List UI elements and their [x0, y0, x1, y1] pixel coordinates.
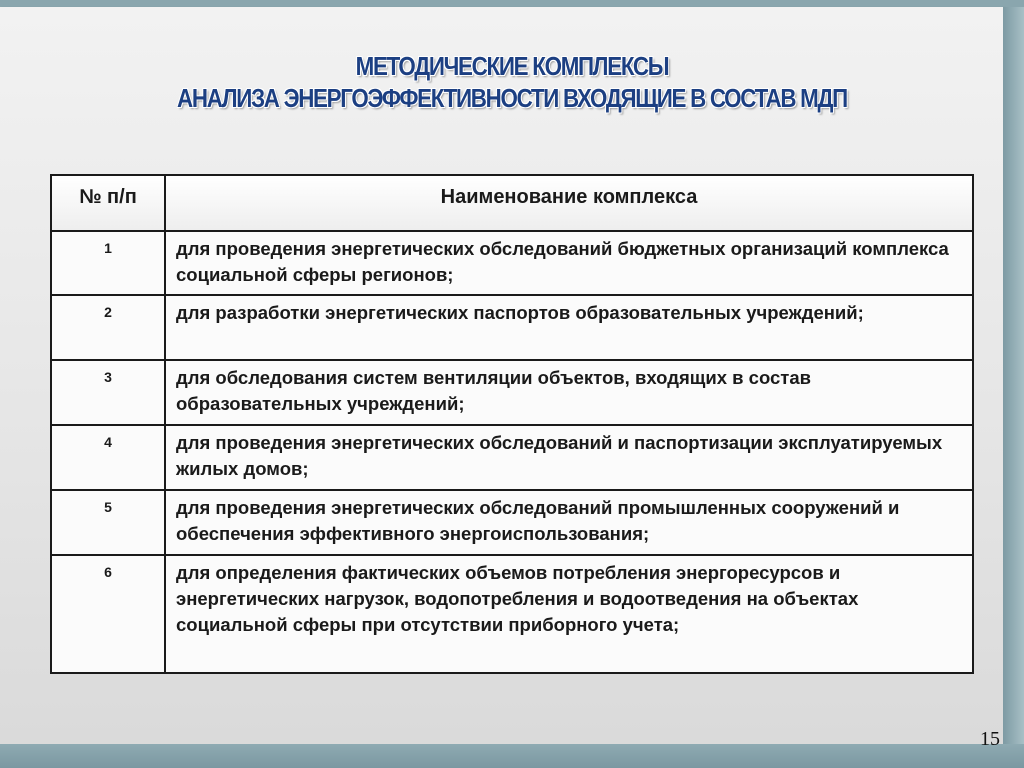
table-row — [51, 231, 973, 295]
row-number: 5 — [51, 490, 165, 555]
frame-top-border — [0, 0, 1024, 7]
table-row — [51, 555, 973, 673]
row-number: 1 — [51, 231, 165, 295]
row-description: для проведения энергетических обследований и паспортизации эксплуатируемых жилых домов; — [165, 425, 973, 490]
table-row — [51, 490, 973, 555]
row-number: 2 — [51, 295, 165, 360]
frame-right-border — [1003, 7, 1024, 768]
column-header-number: № п/п — [51, 175, 165, 231]
table-row — [51, 425, 973, 490]
row-description: для проведения энергетических обследований бюджетных организаций комплекса социальной сферы регионов; — [165, 231, 973, 295]
column-header-name: Наименование комплекса — [165, 175, 973, 231]
slide-title — [72, 50, 953, 114]
slide-title-line-2: АНАЛИЗА ЭНЕРГОЭФФЕКТИВНОСТИ ВХОДЯЩИЕ В СОСТАВ МДП — [177, 83, 847, 113]
row-description: для обследования систем вентиляции объектов, входящих в состав образовательных учреждений; — [165, 360, 973, 425]
row-description: для определения фактических объемов потребления энергоресурсов и энергетических нагрузок, водопотребления и водоотведения на объектах социальной сферы при отсутствии приборного учета; — [165, 555, 973, 673]
table-header-row — [51, 175, 973, 231]
page-number: 15 — [980, 728, 1000, 750]
slide-title-line-1: МЕТОДИЧЕСКИЕ КОМПЛЕКСЫ — [355, 51, 669, 81]
row-description: для разработки энергетических паспортов образовательных учреждений; — [165, 295, 973, 360]
row-number: 4 — [51, 425, 165, 490]
row-description: для проведения энергетических обследований промышленных сооружений и обеспечения эффективного энергоиспользования; — [165, 490, 973, 555]
row-number: 3 — [51, 360, 165, 425]
table-row — [51, 360, 973, 425]
complexes-table — [50, 174, 974, 674]
frame-bottom-border — [0, 744, 1024, 768]
row-number: 6 — [51, 555, 165, 673]
table-row — [51, 295, 973, 360]
